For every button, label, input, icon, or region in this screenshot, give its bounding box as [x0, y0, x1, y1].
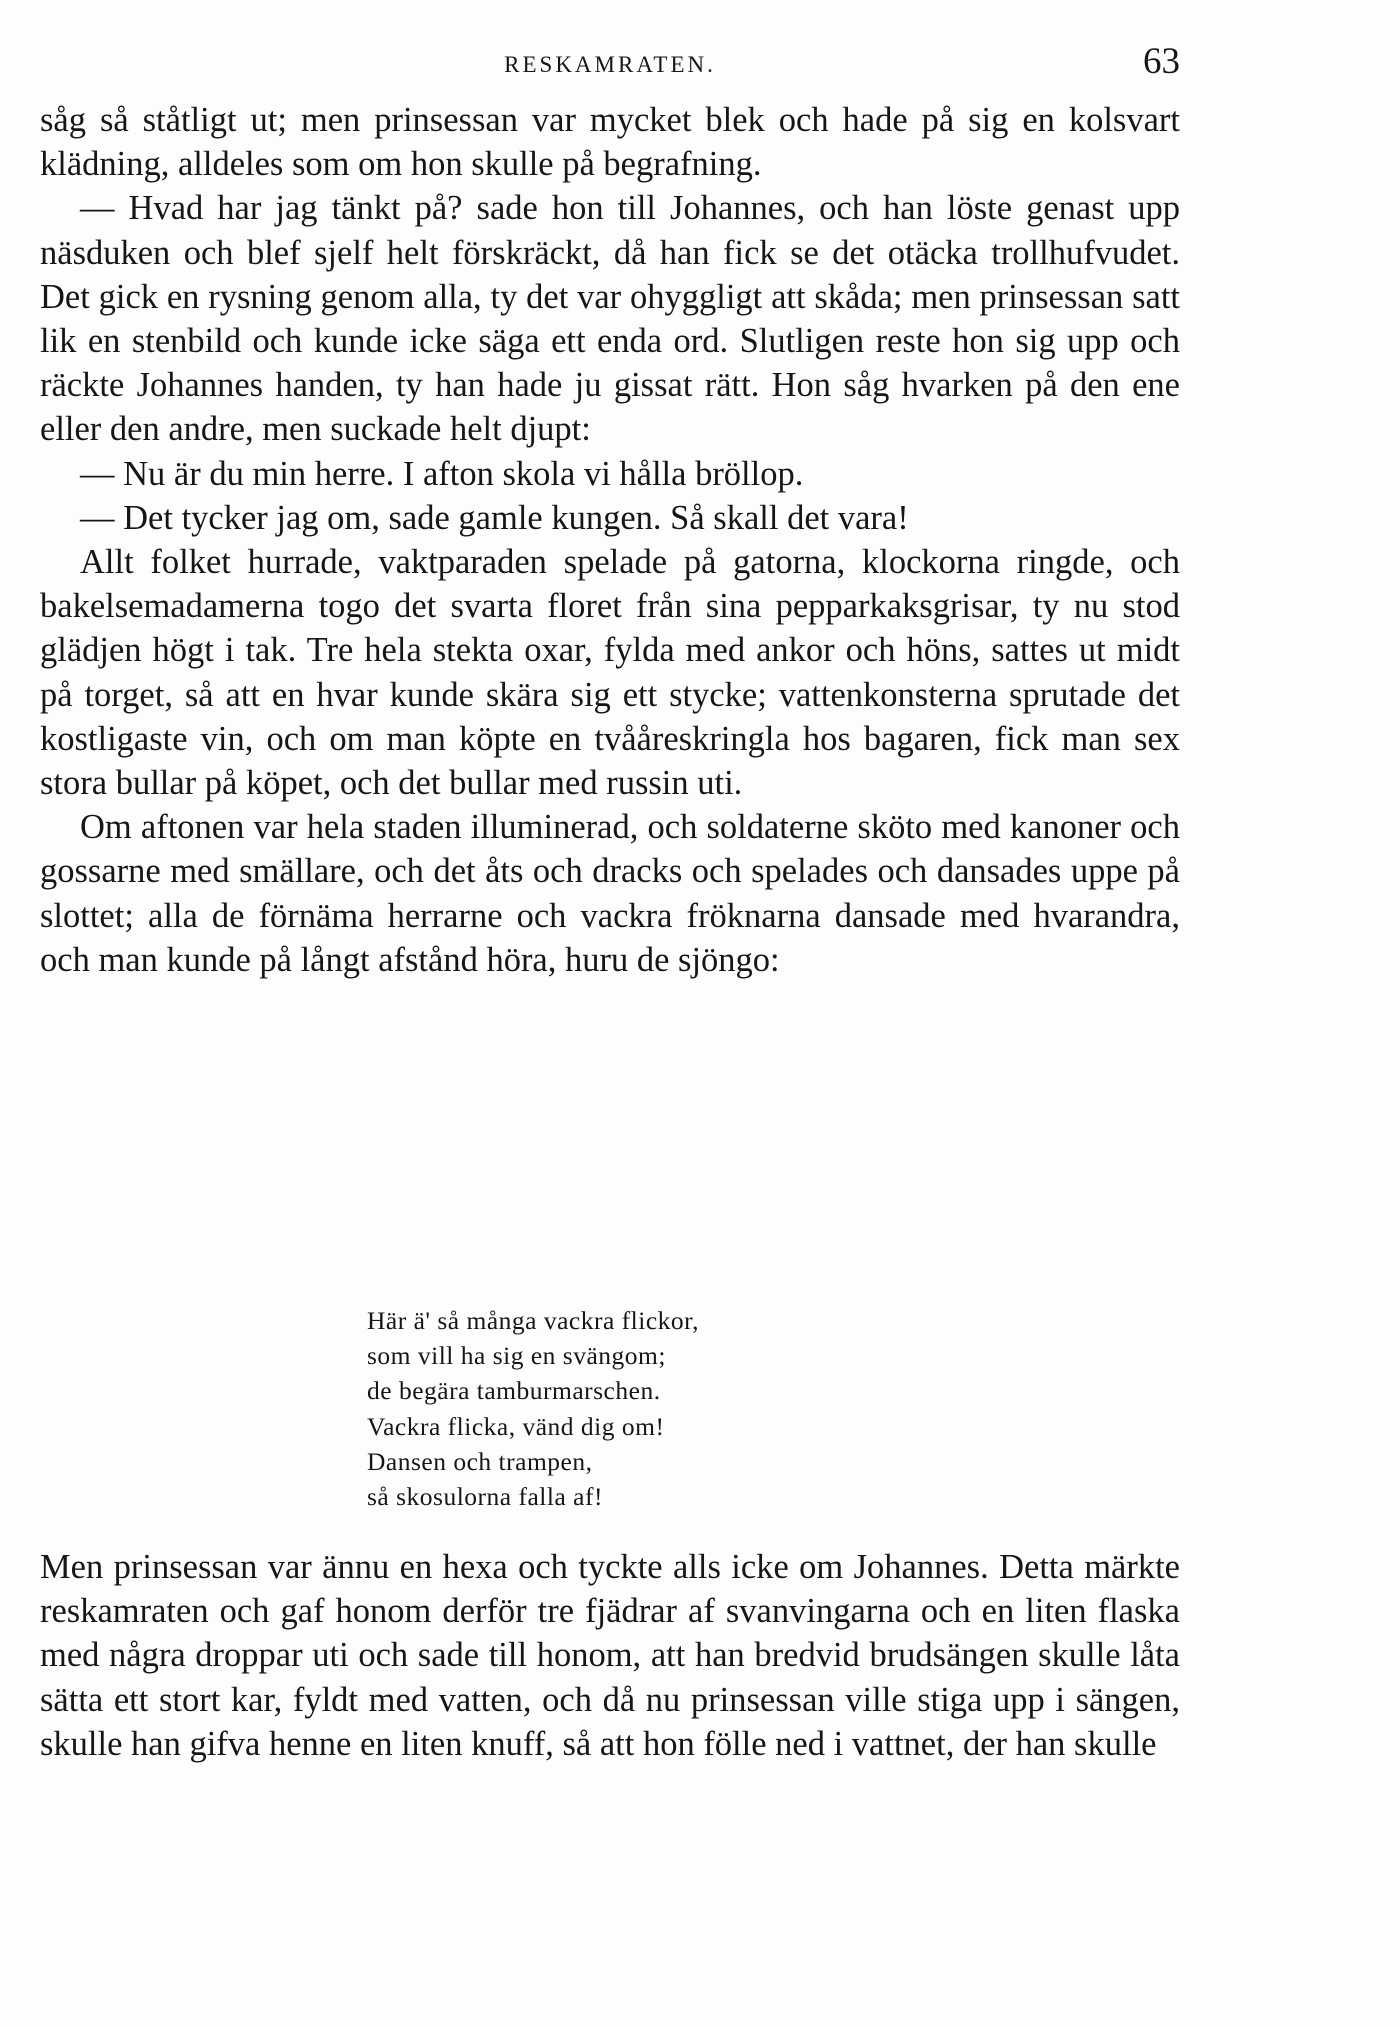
closing-text: [40, 1545, 1180, 1766]
poem-line: som vill ha sig en svängom;: [367, 1341, 666, 1371]
poem-line: så skosulorna falla af!: [367, 1482, 603, 1512]
paragraph-dialogue-det: — Det tycker jag om, sade gamle kungen. Så skall det vara!: [80, 498, 909, 537]
paragraph-dialogue-hvad: — Hvad har jag tänkt på? sade hon till Johannes, och han löste genast upp näsduken och blef sjelf helt förskräckt, då han fick se det otäcka trollhufvudet. Det gick en rysning genom alla, ty det var ohyggligt att skåda; men prinsessan satt lik en stenbild och kunde icke säga ett enda ord. Slutligen reste hon sig upp och räckte Johannes handen, ty han hade ju gissat rätt. Hon såg hvarken på den ene eller den andre, men suckade helt djupt:: [40, 189, 1180, 449]
main-text: [40, 98, 1180, 982]
running-title: RESKAMRATEN.: [504, 52, 716, 77]
paragraph-celebration: Allt folket hurrade, vaktparaden spelade på gatorna, klockorna ringde, och bakelsemadamerna togo det svarta floret från sina pepparkaksgrisar, ty nu stod glädjen högt i tak. Tre hela stekta oxar, fylda med ankor och höns, sattes ut midt på torget, så att en hvar kunde skära sig ett stycke; vattenkonsterna sprutade det kostligaste vin, och om man köpte en tvååreskringla hos bagaren, fick man sex stora bullar på köpet, och det bullar med russin uti.: [40, 543, 1180, 803]
poem-line: Vackra flicka, vänd dig om!: [367, 1411, 665, 1441]
poem-verse: [367, 1303, 699, 1514]
poem-line: Här ä' så många vackra flickor,: [367, 1306, 699, 1335]
paragraph-dialogue-nu: — Nu är du min herre. I afton skola vi hålla bröllop.: [80, 454, 804, 493]
paragraph-evening: Om aftonen var hela staden illuminerad, och soldaterne sköto med kanoner och gossarne med smällare, och det åts och dracks och spelades och dansades uppe på slottet; alla de förnäma herrarne och vackra fröknarna dansade med hvarandra, och man kunde på långt afstånd höra, huru de sjöngo:: [40, 808, 1180, 979]
paragraph-closing: Men prinsessan var ännu en hexa och tyckte alls icke om Johannes. Detta märkte reskamraten och gaf honom derför tre fjädrar af svanvingarna och en liten flaska med några droppar uti och sade till honom, att han bredvid brudsängen skulle låta sätta ett stort kar, fyldt med vatten, och då nu prinsessan ville stiga upp i sängen, skulle han gifva henne en liten knuff, så att hon fölle ned i vattnet, der han skulle: [40, 1548, 1180, 1763]
paragraph-continuation: såg så ståtligt ut; men prinsessan var mycket blek och hade på sig en kolsvart klädning, alldeles som om hon skulle på begrafning.: [40, 101, 1180, 184]
running-head: [40, 40, 1180, 90]
poem-line: Dansen och trampen,: [367, 1446, 593, 1476]
poem-line: de begära tamburmarschen.: [367, 1376, 661, 1406]
page-number: 63: [1143, 41, 1180, 82]
